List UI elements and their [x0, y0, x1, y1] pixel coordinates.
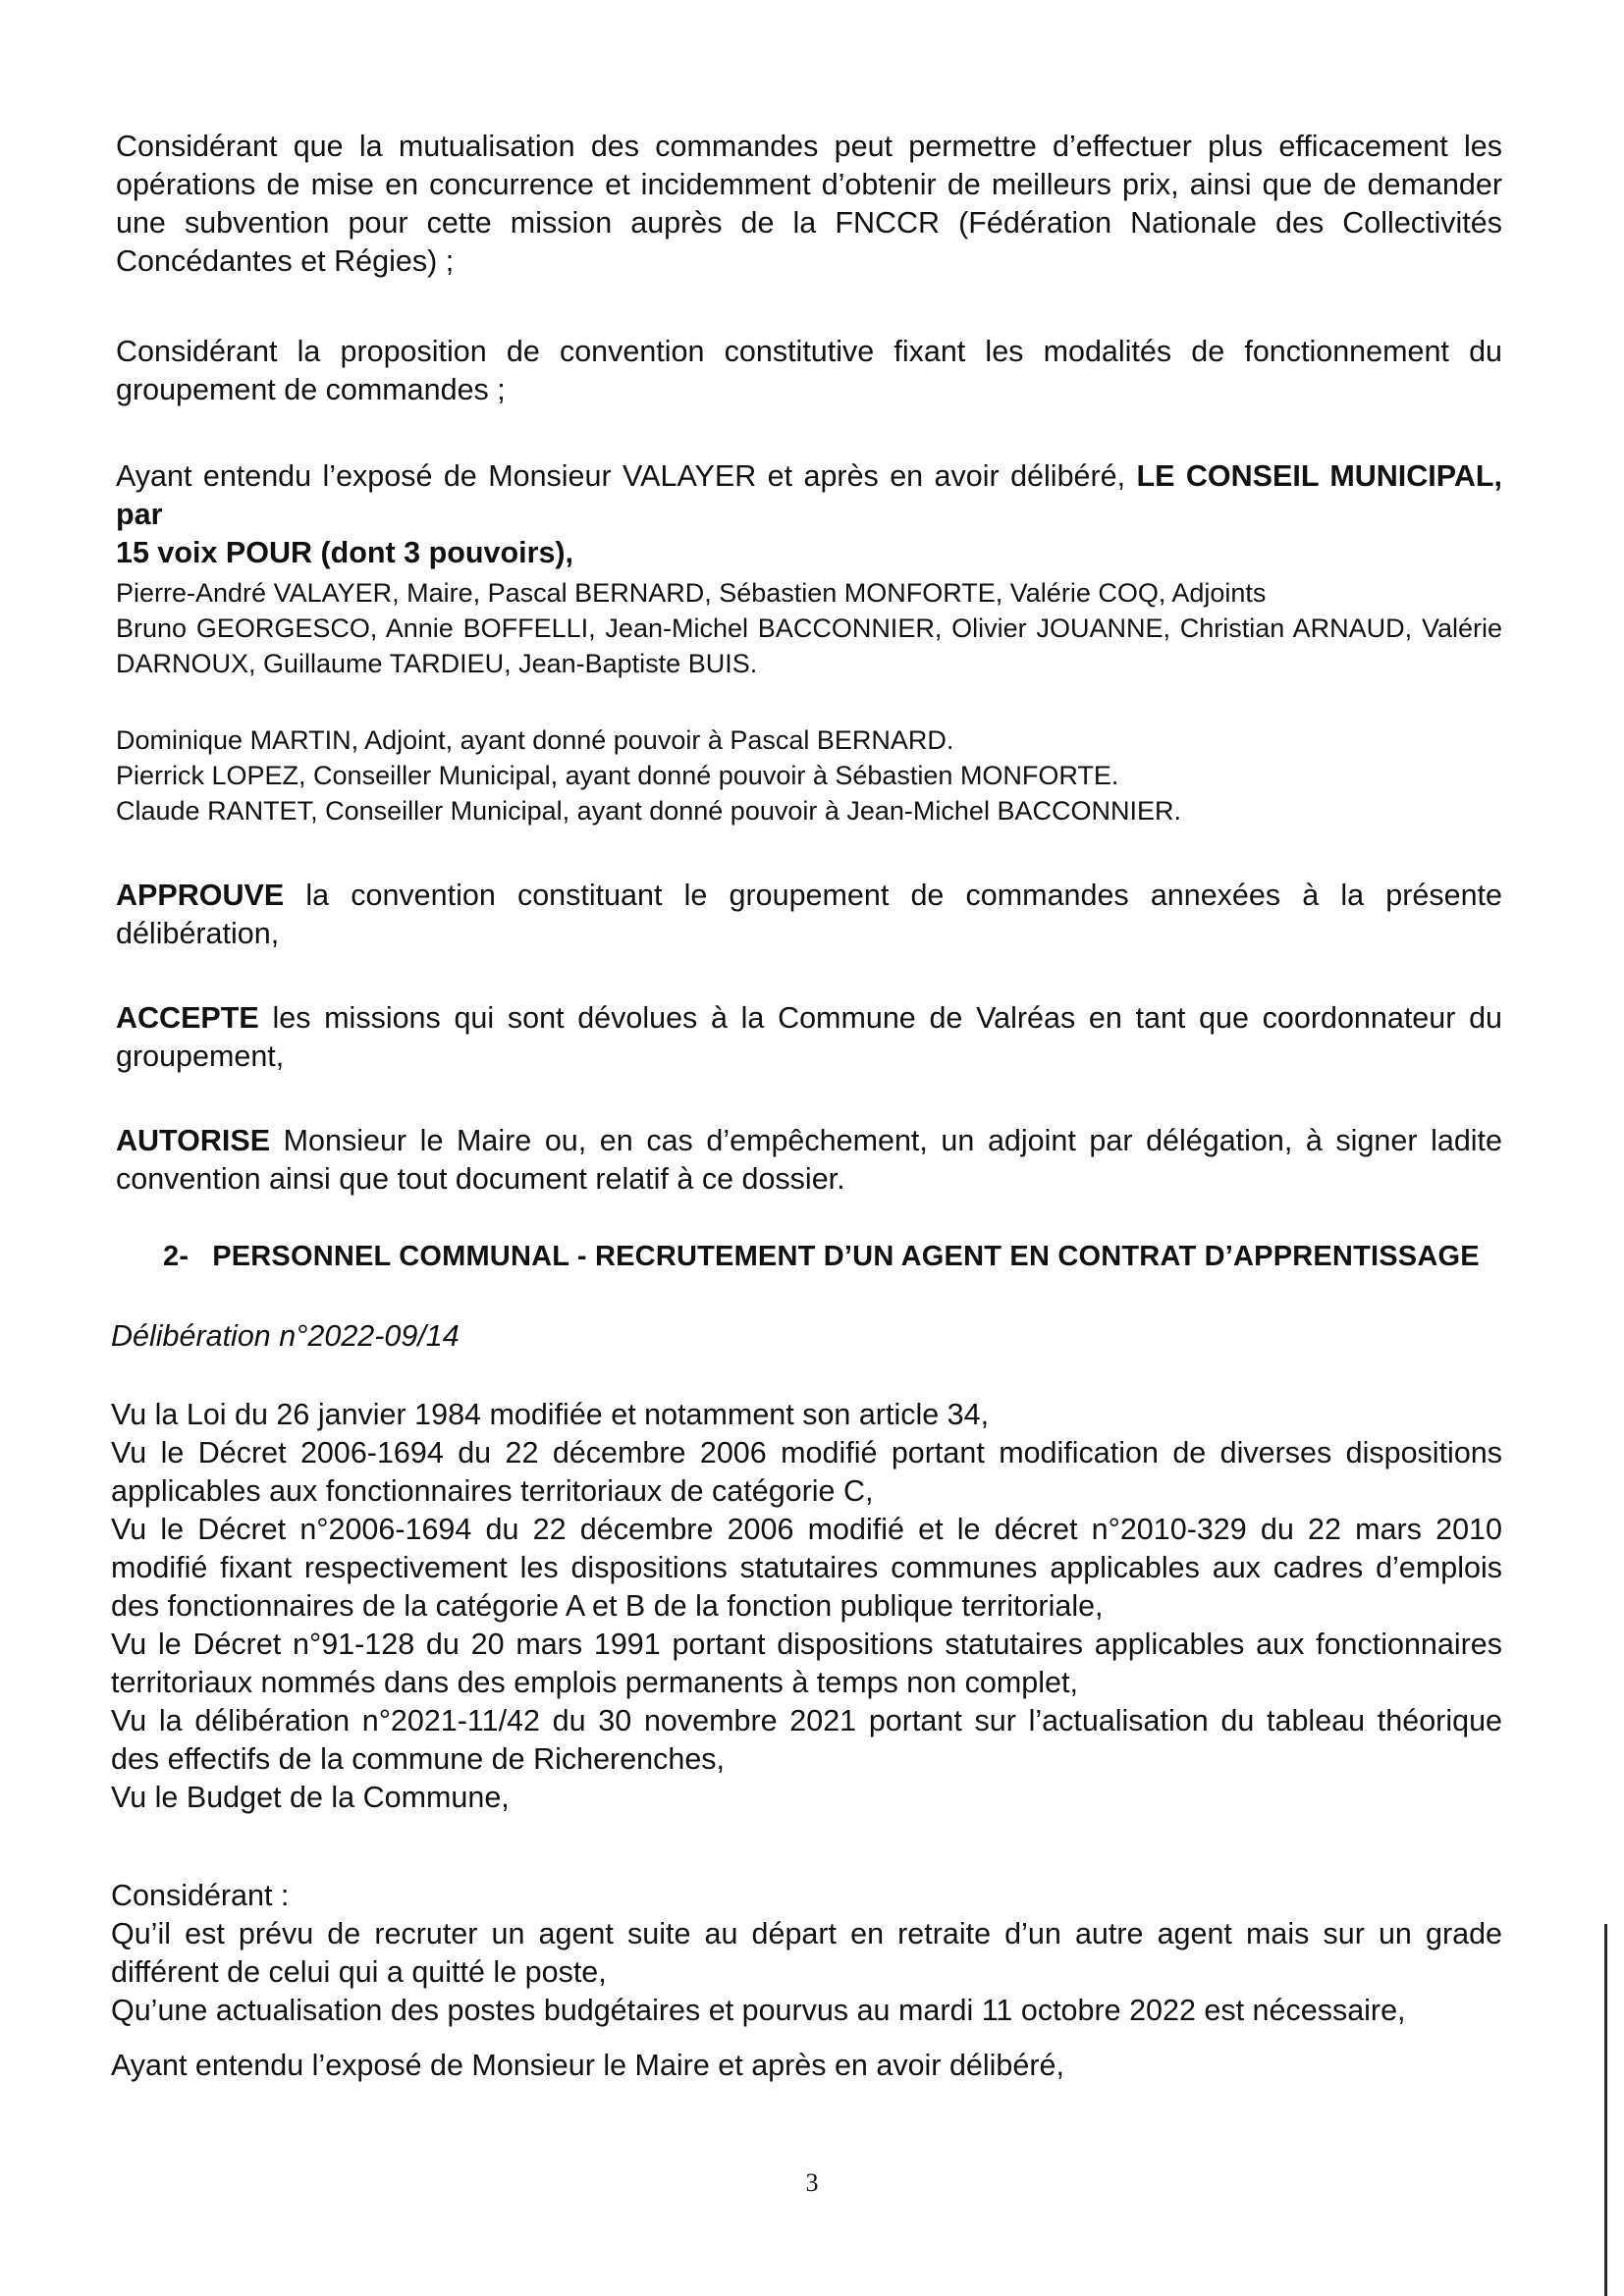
text-line: Pierre-André VALAYER, Maire, Pascal BERNARD, Sébastien MONFORTE, Valérie COQ, Adjoints [116, 578, 1267, 608]
vu-list [111, 1396, 1502, 1817]
accepte-paragraph [116, 999, 1502, 1076]
proxies-list [116, 722, 1502, 828]
text-line: AUTORISE Monsieur le Maire ou, en cas d’empêchement, un adjoint par délégation, à signer ladite [116, 1124, 1502, 1157]
text-line: différent de celui qui a quitté le poste, [111, 1955, 607, 1989]
text-line: Vu le Décret 2006-1694 du 22 décembre 2006 modifié portant modification de diverses dispositions [111, 1436, 1502, 1469]
approuve-paragraph [116, 877, 1502, 953]
conseil-municipal-bold: LE CONSEIL MUNICIPAL, par [116, 459, 1502, 531]
section-number: 2- [163, 1241, 189, 1272]
considerant-mutualisation [116, 128, 1502, 281]
ayant-entendu-valayer [116, 457, 1502, 572]
text-line: Vu le Décret n°91-128 du 20 mars 1991 portant dispositions statutaires applicables aux fonctionnaires [111, 1628, 1502, 1661]
text-line: modifié fixant respectivement les dispositions statutaires communes applicables aux cadres d’emplois [111, 1551, 1502, 1584]
autorise-keyword: AUTORISE [116, 1124, 271, 1157]
text-line: Vu le Décret n°2006-1694 du 22 décembre 2006 modifié et le décret n°2010-329 du 22 mars 2010 [111, 1513, 1502, 1546]
text-line: Vu la délibération n°2021-11/42 du 30 novembre 2021 portant sur l’actualisation du tableau théorique [111, 1704, 1502, 1737]
text-line: Vu le Budget de la Commune, [111, 1781, 510, 1814]
text-line: territoriaux nommés dans des emplois permanents à temps non complet, [111, 1666, 1078, 1699]
page-number: 3 [805, 2168, 819, 2197]
voters-list [116, 575, 1502, 681]
ayant-entendu-maire: Ayant entendu l’exposé de Monsieur le Maire et après en avoir délibéré, [111, 2049, 1064, 2082]
text-line: Claude RANTET, Conseiller Municipal, ayant donné pouvoir à Jean-Michel BACCONNIER. [116, 796, 1181, 826]
approuve-keyword: APPROUVE [116, 879, 285, 912]
text-line: groupement de commandes ; [116, 373, 506, 406]
text-line: Qu’il est prévu de recruter un agent suite au départ en retraite d’un autre agent mais sur un grade [111, 1917, 1502, 1950]
text-line: convention ainsi que tout document relatif à ce dossier. [116, 1162, 845, 1196]
deliberation-number: Délibération n°2022-09/14 [111, 1319, 460, 1353]
text-line: APPROUVE la convention constituant le groupement de commandes annexées à la présente [116, 879, 1502, 912]
considerant-recrutement [111, 1877, 1502, 2030]
text-line: délibération, [116, 917, 280, 950]
text-line: des fonctionnaires de la catégorie A et B de la fonction publique territoriale, [111, 1589, 1104, 1623]
text-line: Qu’une actualisation des postes budgétaires et pourvus au mardi 11 octobre 2022 est nécessaire, [111, 1994, 1406, 2027]
text-line: DARNOUX, Guillaume TARDIEU, Jean-Baptiste BUIS. [116, 649, 758, 678]
ayant-entendu-text: Ayant entendu l’exposé de Monsieur VALAYER et après en avoir délibéré, [116, 459, 1126, 493]
text-line: Bruno GEORGESCO, Annie BOFFELLI, Jean-Michel BACCONNIER, Olivier JOUANNE, Christian ARNAUD, Valérie [116, 614, 1502, 643]
autorise-paragraph [116, 1122, 1502, 1199]
text-line: ACCEPTE les missions qui sont dévolues à la Commune de Valréas en tant que coordonnateur du [116, 1001, 1502, 1035]
accepte-keyword: ACCEPTE [116, 1001, 259, 1035]
text-line: groupement, [116, 1040, 285, 1073]
text-line: Considérant : [111, 1879, 290, 1912]
text-line [116, 457, 1502, 534]
text-line: Vu la Loi du 26 janvier 1984 modifiée et notamment son article 34, [111, 1398, 990, 1431]
section-heading [163, 1241, 1480, 1273]
voix-pour-bold: 15 voix POUR (dont 3 pouvoirs), [116, 536, 574, 569]
text-line: Considérant que la mutualisation des commandes peut permettre d’effectuer plus efficacement les [116, 130, 1502, 163]
text-line: Dominique MARTIN, Adjoint, ayant donné pouvoir à Pascal BERNARD. [116, 725, 954, 755]
text-line: une subvention pour cette mission auprès de la FNCCR (Fédération Nationale des Collectivités [116, 206, 1502, 240]
scan-edge-line [1604, 1924, 1607, 2296]
text-line: Concédantes et Régies) ; [116, 244, 455, 278]
text-line [116, 534, 1502, 572]
section-title: PERSONNEL COMMUNAL - RECRUTEMENT D’UN AGENT EN CONTRAT D’APPRENTISSAGE [212, 1241, 1480, 1272]
text-line: Considérant la proposition de convention constitutive fixant les modalités de fonctionnement du [116, 335, 1502, 368]
text-line: des effectifs de la commune de Richerenches, [111, 1742, 726, 1776]
considerant-convention [116, 333, 1502, 409]
text-line: applicables aux fonctionnaires territoriaux de catégorie C, [111, 1474, 874, 1508]
text-line: opérations de mise en concurrence et incidemment d’obtenir de meilleurs prix, ainsi que de demander [116, 168, 1502, 201]
text-line: Pierrick LOPEZ, Conseiller Municipal, ayant donné pouvoir à Sébastien MONFORTE. [116, 761, 1119, 790]
